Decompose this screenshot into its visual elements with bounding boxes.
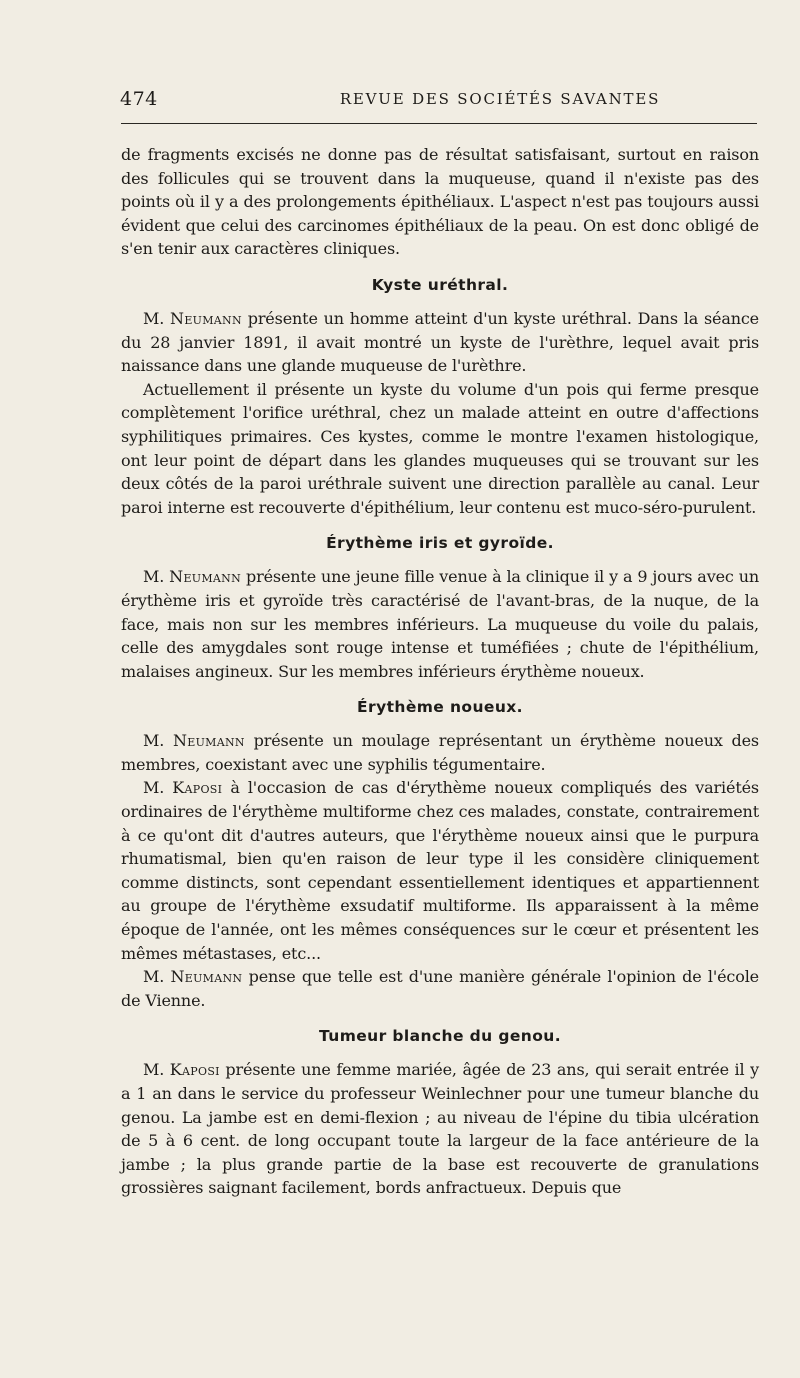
paragraph-text: pense que telle est d'une manière générale l'opinion de l'école de Vienne. <box>121 967 759 1010</box>
paragraph-text: présente un moulage représentant un érythème noueux des membres, coexistant avec une syphilis tégumentaire. <box>121 731 759 774</box>
paragraph-text: présente une jeune fille venue à la clinique il y a 9 jours avec un érythème iris et gyroïde très caractérisé de l'avant-bras, de la nuque, de la face, mais non sur les membres inférieurs. La muqueuse du voile du palais, celle des amygdales sont rouge intense et tuméfiées ; chute de l'épithélium, malaises angineux. Sur les membres inférieurs érythème noueux. <box>121 567 759 681</box>
author-name: Neumann <box>170 967 243 987</box>
paragraph-noueux-2 <box>121 776 759 965</box>
title-prefix: M. <box>143 731 173 751</box>
author-name: Neumann <box>169 567 242 587</box>
paragraph-tumeur <box>121 1058 759 1200</box>
body-text <box>121 143 759 1200</box>
paragraph-intro: de fragments excisés ne donne pas de résultat satisfaisant, surtout en raison des follicules qui se trouvent dans la muqueuse, quand il n'existe pas des points où il y a des prolongements épithéliaux. L'aspect n'est pas toujours aussi évident que celui des carcinomes épithéliaux de la peau. On est donc obligé de s'en tenir aux caractères cliniques. <box>121 145 759 259</box>
heading-tumeur-blanche: Tumeur blanche du genou. <box>318 1027 562 1046</box>
paragraph-text: présente un homme atteint d'un kyste uréthral. Dans la séance du 28 janvier 1891, il avait montré un kyste de l'urèthre, lequel avait pris naissance dans une glande muqueuse de l'urèthre. <box>121 308 759 376</box>
author-name: Neumann <box>172 731 245 751</box>
author-name: Kaposi <box>172 778 223 798</box>
page-header <box>120 86 758 112</box>
paragraph-noueux-3 <box>121 965 759 1012</box>
title-prefix: M. <box>143 1060 170 1080</box>
title-prefix: M. <box>143 308 171 328</box>
author-name: Neumann <box>170 308 242 328</box>
heading-kyste-urethral: Kyste uréthral. <box>371 275 509 294</box>
page-number: 474 <box>120 88 158 110</box>
paragraph-kyste-1 <box>121 307 759 378</box>
heading-erytheme-iris: Érythème iris et gyroïde. <box>326 534 554 553</box>
heading-erytheme-noueux: Érythème noueux. <box>357 698 523 717</box>
paragraph-kyste-2: Actuellement il présente un kyste du volume d'un pois qui ferme presque complètement l'orifice uréthral, chez un malade atteint en outre d'affections syphilitiques primaires. Ces kystes, comme le montre l'examen histologique, ont leur point de départ dans les glandes muqueuses qui se trouvant sur les deux côtés de la paroi uréthrale suivent une direction parallèle au canal. Leur paroi interne est recouverte d'épithélium, leur contenu est muco-séro-purulent. <box>121 379 759 517</box>
title-prefix: M. <box>143 778 173 798</box>
paragraph-noueux-1 <box>121 729 759 776</box>
paragraph-iris <box>121 565 759 683</box>
title-prefix: M. <box>143 567 170 587</box>
header-rule <box>121 123 757 124</box>
running-title: REVUE DES SOCIÉTÉS SAVANTES <box>339 90 661 108</box>
title-prefix: M. <box>143 967 171 987</box>
paragraph-text: à l'occasion de cas d'érythème noueux compliqués des variétés ordinaires de l'érythème multiforme chez ces malades, constate, contrairement à ce qu'ont dit d'autres auteurs, que l'érythème noueux ainsi que le purpura rhumatismal, bien qu'en raison de leur type il les considère cliniquement comme distincts, sont cependant essentiellement identiques et appartiennent au groupe de l'érythème exsudatif multiforme. Ils apparaissent à la même époque de l'année, ont les mêmes conséquences sur le cœur et présentent les mêmes métastases, etc... <box>121 778 759 963</box>
author-name: Kaposi <box>169 1060 220 1080</box>
paragraph-text: présente une femme mariée, âgée de 23 ans, qui serait entrée il y a 1 an dans le service du professeur Weinlechner pour une tumeur blanche du genou. La jambe est en demi-flexion ; au niveau de l'épine du tibia ulcération de 5 à 6 cent. de long occupant toute la largeur de la face antérieure de la jambe ; la plus grande partie de la base est recouverte de granulations grossières saignant facilement, bords anfractueux. Depuis que <box>121 1060 760 1198</box>
